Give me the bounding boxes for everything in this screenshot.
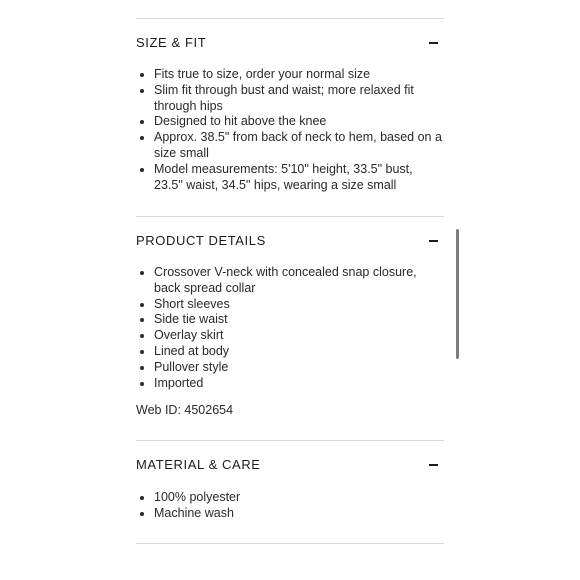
list-item: Slim fit through bust and waist; more relaxed fit through hips <box>136 83 444 115</box>
web-id: Web ID: 4502654 <box>136 403 234 417</box>
size-fit-list <box>136 67 444 193</box>
list-item: Model measurements: 5'10" height, 33.5" bust, 23.5" waist, 34.5" hips, wearing a size small <box>136 162 444 194</box>
product-info-accordion <box>136 0 444 580</box>
scrollbar-thumb[interactable] <box>456 229 459 359</box>
material-care-list <box>136 490 444 522</box>
list-item: Side tie waist <box>136 312 444 328</box>
list-item: Crossover V-neck with concealed snap closure, back spread collar <box>136 265 444 297</box>
product-details-header[interactable] <box>136 230 444 252</box>
section-divider <box>136 216 444 217</box>
list-item: Fits true to size, order your normal size <box>136 67 444 83</box>
list-item: Pullover style <box>136 360 444 376</box>
section-divider <box>136 440 444 441</box>
section-divider <box>136 543 444 544</box>
section-title: MATERIAL & CARE <box>136 457 261 472</box>
material-care-header[interactable] <box>136 454 444 476</box>
list-item: 100% polyester <box>136 490 444 506</box>
product-details-list <box>136 265 444 391</box>
list-item: Approx. 38.5" from back of neck to hem, based on a size small <box>136 130 444 162</box>
list-item: Short sleeves <box>136 297 444 313</box>
section-divider <box>136 18 444 19</box>
list-item: Overlay skirt <box>136 328 444 344</box>
list-item: Designed to hit above the knee <box>136 114 444 130</box>
list-item: Lined at body <box>136 344 444 360</box>
minus-icon[interactable] <box>429 464 438 466</box>
list-item: Imported <box>136 376 444 392</box>
minus-icon[interactable] <box>429 240 438 242</box>
section-title: PRODUCT DETAILS <box>136 233 266 248</box>
list-item: Machine wash <box>136 506 444 522</box>
section-title: SIZE & FIT <box>136 35 207 50</box>
size-fit-header[interactable] <box>136 32 444 54</box>
minus-icon[interactable] <box>429 42 438 44</box>
